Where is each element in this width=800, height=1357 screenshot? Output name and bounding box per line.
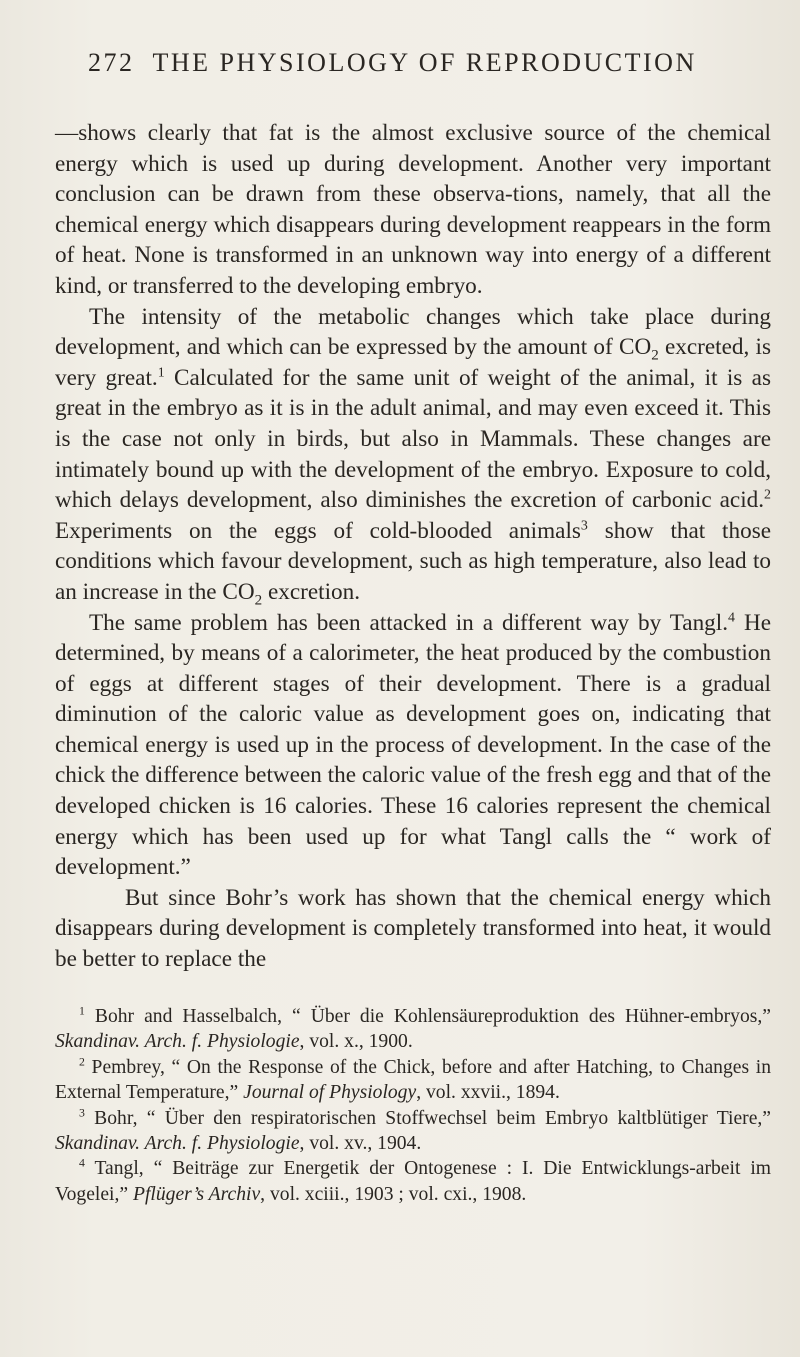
footnote-ref-4[interactable]: 4 xyxy=(728,609,735,625)
running-header xyxy=(88,48,728,78)
paragraph-3 xyxy=(55,608,771,883)
footnote-4-text: Tangl, “ Beiträge zur Energetik der Ontogenese : I. Die Entwicklungs-arbeit im Vogelei,” xyxy=(55,1158,771,1205)
footnote-1-text: Bohr and Hasselbalch, “ Über die Kohlensäureproduktion des Hühner-embryos,” xyxy=(84,1006,771,1027)
paragraph-4-text: But since Bohr’s work has shown that the chemical energy which disappears during development is completely transformed into heat, it would be better to replace the xyxy=(55,884,771,973)
footnote-2-volume: , vol. xxvii., 1894. xyxy=(416,1082,560,1104)
footnotes xyxy=(55,1004,771,1207)
footnote-1-volume: , vol. x., 1900. xyxy=(299,1031,413,1053)
footnote-4 xyxy=(55,1156,771,1207)
paragraph-2-text-d: Experiments on the eggs of cold-blooded animals xyxy=(55,517,581,544)
paragraph-2-text-e: show that those conditions which favour development, such as high temperature, also lead to an increase in the CO xyxy=(55,517,772,605)
paragraph-2-text-c: Calculated for the same unit of weight of the animal, it is as great in the embryo as it is in the adult animal, and may even exceed it. This is the case not only in birds, but also in Mammals. These changes are intimately bound up with the development of the embryo. Exposure to cold, which delays development, also diminishes the excretion of carbonic acid. xyxy=(55,364,771,514)
footnote-2-number: 2 xyxy=(79,1055,85,1069)
footnote-4-volume: , vol. xciii., 1903 ; vol. cxi., 1908. xyxy=(260,1183,527,1205)
paragraph-2-text-a: The intensity of the metabolic changes which take place during development, and which can be expressed by the amount of CO xyxy=(55,303,771,361)
paragraph-1 xyxy=(55,118,771,302)
footnote-3-text: Bohr, “ Über den respiratorischen Stoffwechsel beim Embryo kaltblütiger Tiere,” xyxy=(84,1107,771,1129)
subscript-2b: 2 xyxy=(254,592,263,609)
footnote-2-text: Pembrey, “ On the Response of the Chick, before and after Hatching, to Changes in External Temperature,” xyxy=(55,1056,771,1104)
footnote-4-journal: Pflüger’s Archiv xyxy=(133,1183,261,1205)
running-title: THE PHYSIOLOGY OF REPRODUCTION xyxy=(152,48,697,77)
footnote-1-journal: Skandinav. Arch. f. Physiologie xyxy=(55,1031,300,1053)
paragraph-4 xyxy=(55,883,771,975)
paragraph-2-text-b: excreted, is very great. xyxy=(55,334,771,391)
paragraph-2 xyxy=(55,302,771,608)
paragraph-3-text-a: The same problem has been attacked in a different way by Tangl. xyxy=(89,609,729,636)
footnote-2-journal: Journal of Physiology xyxy=(243,1082,417,1104)
footnote-3-journal: Skandinav. Arch. f. Physiologie xyxy=(55,1133,300,1155)
paragraph-1-text: —shows clearly that fat is the almost exclusive source of the chemical energy which is used up during development. Another very important conclusion can be drawn from these observa-tions, namely, that all the chemical energy which disappears during development reappears in the form of heat. None is transformed in an unknown way into energy of a different kind, or transferred to the developing embryo. xyxy=(55,120,771,299)
footnote-1 xyxy=(55,1004,771,1055)
footnote-2 xyxy=(55,1055,771,1106)
footnote-ref-1[interactable]: 1 xyxy=(157,365,165,381)
footnote-3 xyxy=(55,1106,771,1157)
footnote-ref-3[interactable]: 3 xyxy=(580,517,588,533)
footnote-4-number: 4 xyxy=(79,1156,85,1170)
footnote-3-number: 3 xyxy=(79,1106,85,1120)
paragraph-3-text-b: He determined, by means of a calorimeter, the heat produced by the combustion of eggs at different stages of their development. There is a gradual diminution of the caloric value as development goes on, indicating that chemical energy is used up in the process of development. In the case of the chick the difference between the caloric value of the fresh egg and that of the developed chicken is 16 calories. These 16 calories represent the chemical energy which has been used up for what Tangl calls the “ work of development.” xyxy=(55,609,771,881)
footnote-1-number: 1 xyxy=(79,1004,85,1018)
body-text xyxy=(55,118,771,975)
footnote-ref-2[interactable]: 2 xyxy=(764,487,771,503)
footnote-3-volume: , vol. xv., 1904. xyxy=(299,1133,422,1155)
paragraph-2-text-f: excretion. xyxy=(262,578,361,605)
subscript-2: 2 xyxy=(651,347,659,364)
page-number: 272 xyxy=(88,48,135,77)
